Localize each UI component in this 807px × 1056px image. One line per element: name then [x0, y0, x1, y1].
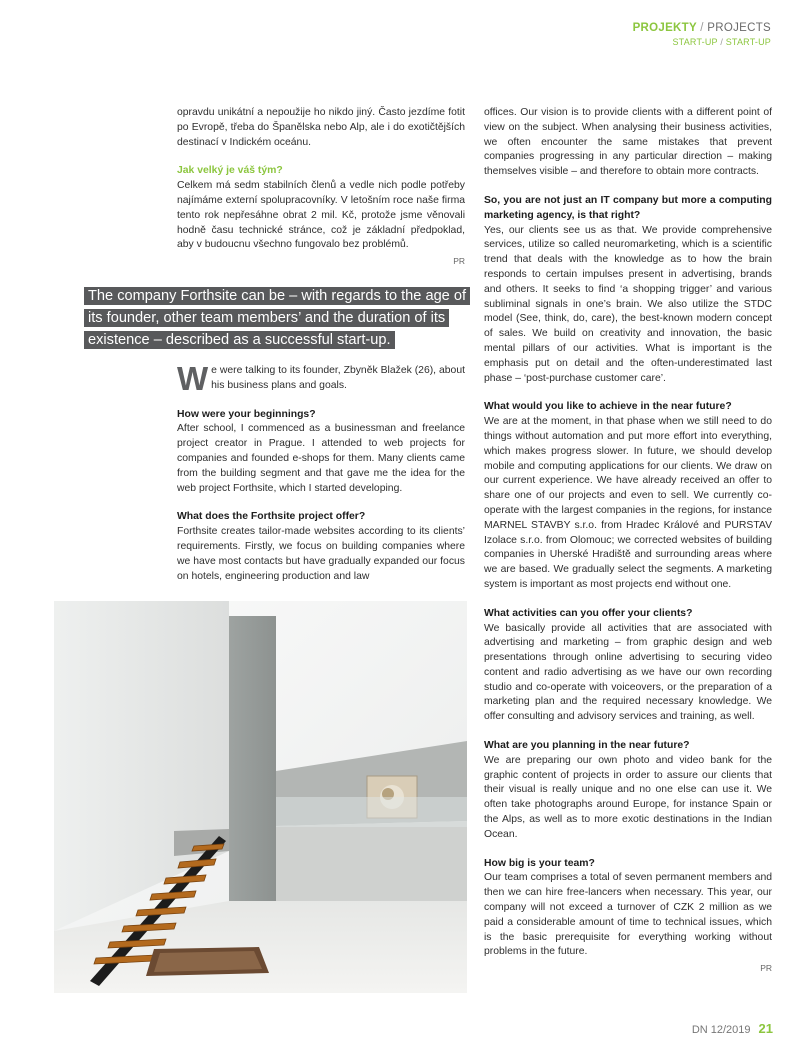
staircase-illustration	[54, 601, 467, 993]
answer-marketing-agency: Yes, our clients see us as that. We provide comprehensive services, utilize so called neuromarketing, which is a scientific trend that deals with the knowledge as to how the brain responds to certain impulses present in advertising, brands and others. It seeks to find ‘a shopping trigger’ and various subliminal signals in one’s brain. We also utilize the STDC model (See, think, do, care), the best-known modern concept of sales. We build on creativity and innovation, the basic mental pillars of our activities. What is important is the emphasis put on detail and the often-underestimated last phase – ‘post-purchase customer care’.	[484, 224, 772, 384]
pull-quote-text: The company Forthsite can be – with regards to the age of its founder, other team members’ and the duration of its existence – described as a successful start-up.	[84, 287, 470, 349]
question-plans: What are you planning in the near future?	[484, 740, 690, 752]
czech-pr-label: PR	[453, 256, 465, 267]
question-marketing-agency: So, you are not just an IT company but more a computing marketing agency, is that right?	[484, 194, 772, 221]
english-intro-paragraph	[177, 360, 465, 397]
czech-column	[177, 106, 465, 269]
english-left-column	[177, 360, 465, 584]
english-pr-label: PR	[760, 963, 772, 974]
section-header	[633, 22, 771, 47]
section-title-cz: PROJEKTY	[632, 22, 697, 34]
english-right-column	[484, 106, 772, 976]
section-subtitle-slash: /	[720, 37, 724, 47]
answer-plans: We are preparing our own photo and video bank for the graphic content of projects in order to assure our clients that their visual is really unique and no one else can use it. We often take photographs around Europe, for instance Spain or the Alps, as well as to more exotic destinations in the Indian Ocean.	[484, 754, 772, 840]
section-title-slash: /	[700, 22, 704, 34]
question-team-size: How big is your team?	[484, 857, 595, 869]
question-beginnings: How were your beginnings?	[177, 408, 316, 420]
question-activities: What activities can you offer your clients?	[484, 607, 693, 619]
page-footer	[692, 1021, 773, 1036]
interior-staircase-photo	[54, 601, 467, 993]
answer-project-offer: Forthsite creates tailor-made websites according to its clients’ requirements. Firstly, we focus on building companies where we have most contacts but have gradually expanded our focus on hotels, engineering production and law	[177, 526, 465, 582]
czech-question-team: Jak velký je váš tým?	[177, 165, 283, 177]
section-subtitle-cz: START-UP	[672, 37, 718, 47]
section-title-en: PROJECTS	[707, 22, 771, 34]
czech-intro-paragraph: opravdu unikátní a nepoužije ho nikdo jiný. Často jezdíme fotit po Evropě, třeba do Španělska nebo Alp, ale i do exotičtějších destinací v Indickém oceánu.	[177, 107, 465, 148]
answer-team-size: Our team comprises a total of seven permanent members and then we can hire free-lancers when necessary. This year, our company will not exceed a turnover of CZK 2 million as we paid a considerable amount of time to technical issues, which is the basic prerequisite for everything working without problems in the future.	[484, 872, 772, 958]
section-subtitle-en: START-UP	[725, 37, 771, 47]
question-project-offer: What does the Forthsite project offer?	[177, 511, 366, 523]
issue-label: DN 12/2019	[691, 1024, 751, 1036]
question-near-future-goals: What would you like to achieve in the near future?	[484, 401, 732, 413]
answer-near-future-goals: We are at the moment, in that phase when we still need to do things without automation and put more effort into everything, which makes progress slower. In future, we should develop mobile and computing applications for our clients. We draw on our current experience. We have already received an offer to share one of our projects and even to sell. We currently co-operate with the largest companies in the regions, for instance MARNEL STAVBY s.r.o. from Hradec Králové and PURSTAV Izolace s.r.o. from Olomouc; we corrected websites of building companies in Uherské Hradiště and surrounding areas where we are based. We gradually select the segments. A marketing system is important as most projects end without one.	[484, 416, 772, 590]
answer-project-offer-continued: offices. Our vision is to provide clients with a different point of view on the subject. When analysing their business activities, we often encounter the same mistakes that prevent companies progressing in any particular direction – making themselves visible – and therefore to obtain more contracts.	[484, 107, 772, 178]
answer-activities: We basically provide all activities that are associated with advertising and marketing – from graphic design and web presentations through online advertising to securing video content and radio advertising as we have our own recording studio and co-operate with voiceovers, or the preparation of a marketing plan and the required necessary knowledge. We offer consulting and advisory services and training, as well.	[484, 622, 772, 723]
section-title	[633, 22, 771, 34]
answer-beginnings: After school, I commenced as a businessman and freelance project creator in Prague. I attended to web projects for companies and founded e-shops for them. Many clients came from the building segment and that gave me the idea for the web project Forthsite, which I started developing.	[177, 423, 465, 494]
english-intro-text: e were talking to its founder, Zbyněk Blažek (26), about his business plans and goals.	[211, 365, 465, 391]
section-subtitle	[633, 37, 771, 47]
pull-quote	[84, 285, 468, 352]
czech-answer-team: Celkem má sedm stabilních členů a vedle nich podle potřeby najímáme externí spolupracovníky. V letošním roce naše firma tento rok nepřesáhne obrat 2 mil. Kč, protože jsme věnovali hodně času technické stránce, což je základní předpoklad, aby v budoucnu všechno fungovalo bez problémů.	[177, 180, 465, 251]
drop-cap: W	[177, 360, 209, 397]
page-number: 21	[758, 1021, 773, 1036]
